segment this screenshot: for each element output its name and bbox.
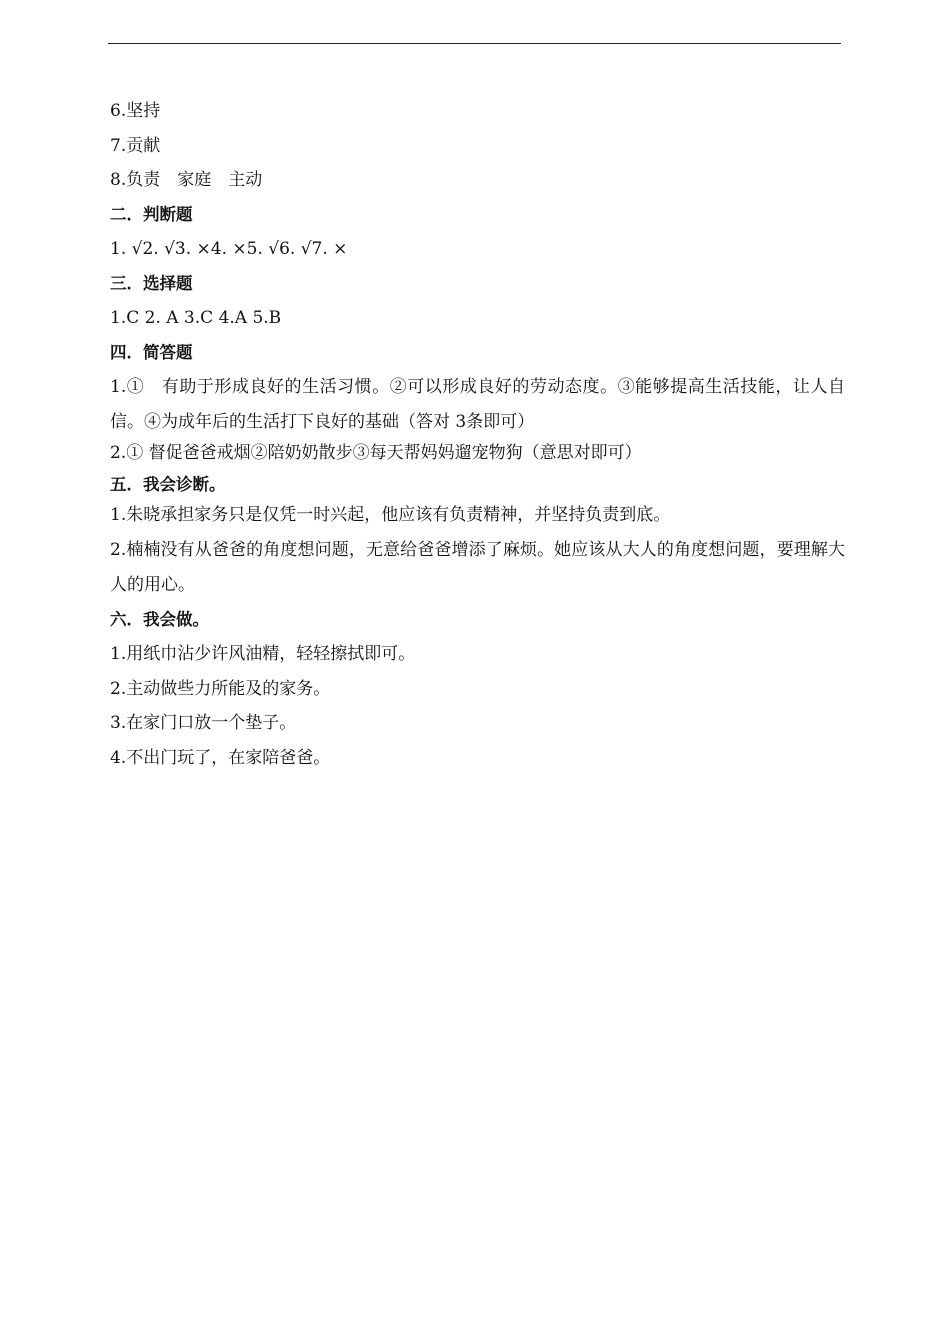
fill-blank-answer-6: 6.坚持 [110, 101, 161, 121]
section-6-heading: 六．我会做。 [110, 609, 209, 629]
section-3-answers: 1.C 2. A 3.C 4.A 5.B [110, 308, 282, 328]
section-5-answer-1: 1.朱晓承担家务只是仅凭一时兴起，他应该有负责精神，并坚持负责到底。 [110, 505, 671, 525]
answer-content [110, 98, 845, 779]
header-rule [108, 43, 841, 44]
section-4-answer-2: 2.① 督促爸爸戒烟②陪奶奶散步③每天帮妈妈遛宠物狗（意思对即可） [110, 443, 642, 463]
section-6-answer-4: 4.不出门玩了，在家陪爸爸。 [110, 747, 331, 768]
section-6-answer-1: 1.用纸巾沾少许风油精，轻轻擦拭即可。 [110, 644, 416, 664]
section-4-heading: 四．简答题 [110, 342, 193, 362]
section-6-answer-3: 3.在家门口放一个垫子。 [110, 713, 297, 733]
section-4-answer-1: 1.① 有助于形成良好的生活习惯。②可以形成良好的劳动态度。③能够提高生活技能，让人自信。④为成年后的生活打下良好的基础（答对 3条即可） [110, 377, 845, 432]
section-3-heading: 三．选择题 [110, 273, 193, 293]
section-5-answer-2: 2.楠楠没有从爸爸的角度想问题，无意给爸爸增添了麻烦。她应该从大人的角度想问题，要理解大人的用心。 [110, 539, 845, 595]
fill-blank-answer-7: 7.贡献 [110, 135, 161, 156]
section-2-heading: 二．判断题 [110, 204, 193, 224]
section-2-answers: 1. √2. √3. ×4. ×5. √6. √7. × [110, 239, 348, 259]
section-6-answer-2: 2.主动做些力所能及的家务。 [110, 678, 331, 699]
section-5-heading: 五．我会诊断。 [110, 475, 226, 494]
fill-blank-answer-8: 8.负责 家庭 主动 [110, 170, 263, 190]
